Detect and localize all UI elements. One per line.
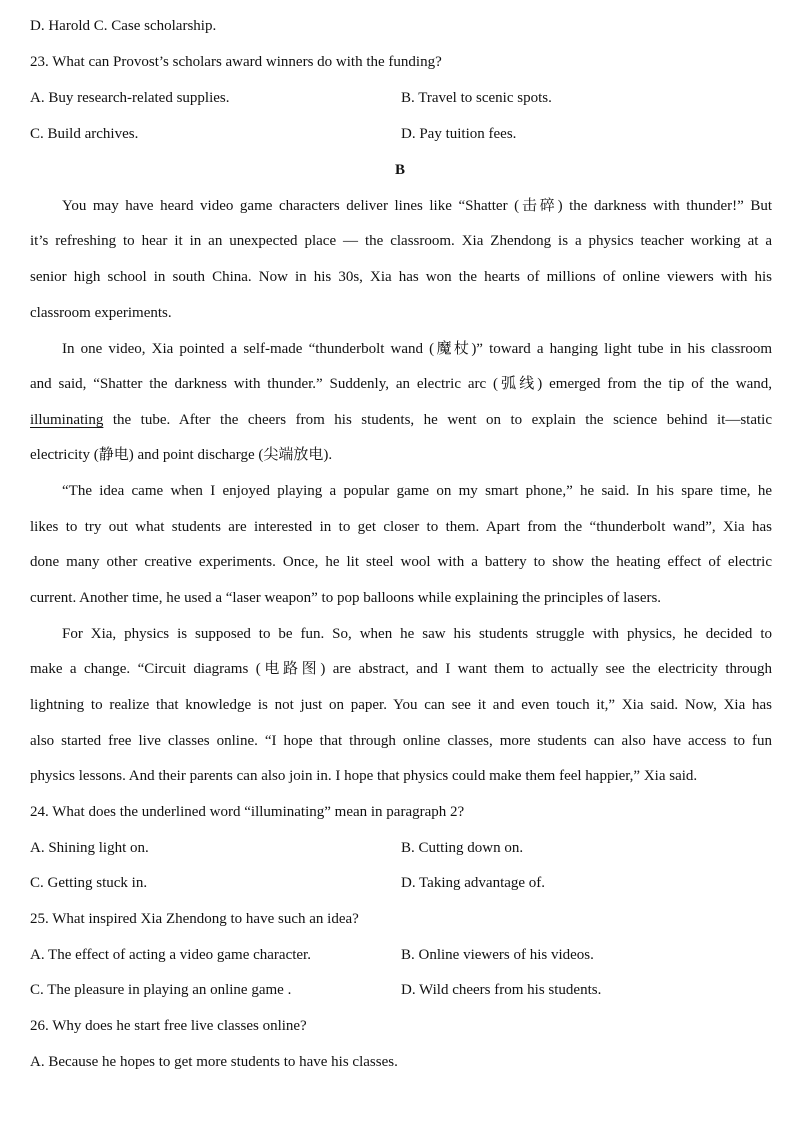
q25-options-row-2: [30, 978, 772, 1002]
q24-option-a: A. Shining light on.: [30, 840, 149, 856]
p2-line-4: electricity (静电) and point discharge (尖端放电).: [30, 447, 333, 463]
p4-line-1: For Xia, physics is supposed to be fun. So, when he saw his students struggle with physics, he decided to: [62, 626, 772, 642]
q24-option-d: D. Taking advantage of.: [401, 875, 546, 891]
q23-options-row-2: [30, 122, 772, 146]
q26-question: 26. Why does he start free live classes online?: [30, 1018, 307, 1034]
q23-option-b: B. Travel to scenic spots.: [401, 90, 552, 106]
p1-line-3: senior high school in south China. Now in his 30s, Xia has won the hearts of millions of online viewers with his: [30, 269, 772, 285]
q24-option-c: C. Getting stuck in.: [30, 875, 148, 891]
q23-option-a: A. Buy research-related supplies.: [30, 90, 230, 106]
q23-options-row-1: [30, 86, 772, 110]
p4-line-2: make a change. “Circuit diagrams (电路图) are abstract, and I want them to actually see the electricity through: [30, 661, 772, 677]
p1-line-4: classroom experiments.: [30, 305, 172, 321]
p3-line-3: done many other creative experiments. Once, he lit steel wool with a battery to show the heating effect of electric: [30, 554, 772, 570]
q25-question: 25. What inspired Xia Zhendong to have such an idea?: [30, 911, 359, 927]
q24-options-row-1: [30, 836, 772, 860]
p2-line-2: and said, “Shatter the darkness with thunder.” Suddenly, an electric arc (弧线) emerged from the tip of the wand,: [30, 376, 772, 392]
section-b-title: B: [394, 162, 405, 178]
q25-options-row-1: [30, 943, 772, 967]
p3-line-4: current. Another time, he used a “laser weapon” to pop balloons while explaining the principles of lasers.: [30, 590, 662, 606]
q24-option-b: B. Cutting down on.: [401, 840, 524, 856]
p1-line-2: it’s refreshing to hear it in an unexpected place — the classroom. Xia Zhendong is a physics teacher working at a: [30, 233, 772, 249]
q22-option-d: D. Harold C. Case scholarship.: [30, 18, 217, 34]
q24-question: 24. What does the underlined word “illuminating” mean in paragraph 2?: [30, 804, 465, 820]
q24-options-row-2: [30, 871, 772, 895]
q25-option-c: C. The pleasure in playing an online game .: [30, 982, 292, 998]
q25-option-d: D. Wild cheers from his students.: [401, 982, 602, 998]
p2-line-3: [30, 408, 772, 432]
p1-line-1: You may have heard video game characters deliver lines like “Shatter (击碎) the darkness with thunder!” But: [62, 198, 772, 214]
p2-line-3-rest: the tube. After the cheers from his students, he went on to explain the science behind it—static: [103, 412, 772, 428]
p3-line-2: likes to try out what students are interested in to get closer to them. Apart from the “thunderbolt wand”, Xia has: [30, 519, 772, 535]
q25-option-b: B. Online viewers of his videos.: [401, 947, 594, 963]
p4-line-3: lightning to realize that knowledge is not just on paper. You can see it and even touch it,” Xia said. Now, Xia has: [30, 697, 772, 713]
q26-option-a: A. Because he hopes to get more students to have his classes.: [30, 1054, 398, 1070]
q23-option-d: D. Pay tuition fees.: [401, 126, 517, 142]
q25-option-a: A. The effect of acting a video game character.: [30, 947, 311, 963]
p4-line-4: also started free live classes online. “I hope that through online classes, more students can also have access to fun: [30, 733, 772, 749]
p3-line-1: “The idea came when I enjoyed playing a popular game on my smart phone,” he said. In his spare time, he: [62, 483, 772, 499]
p4-line-5: physics lessons. And their parents can also join in. I hope that physics could make them feel happier,” Xia said.: [30, 768, 698, 784]
q23-question: 23. What can Provost’s scholars award winners do with the funding?: [30, 54, 442, 70]
p2-line-1: In one video, Xia pointed a self-made “thunderbolt wand (魔杖)” toward a hanging light tube in his classroom: [62, 341, 772, 357]
q23-option-c: C. Build archives.: [30, 126, 139, 142]
underlined-word-illuminating: illuminating: [30, 412, 104, 428]
